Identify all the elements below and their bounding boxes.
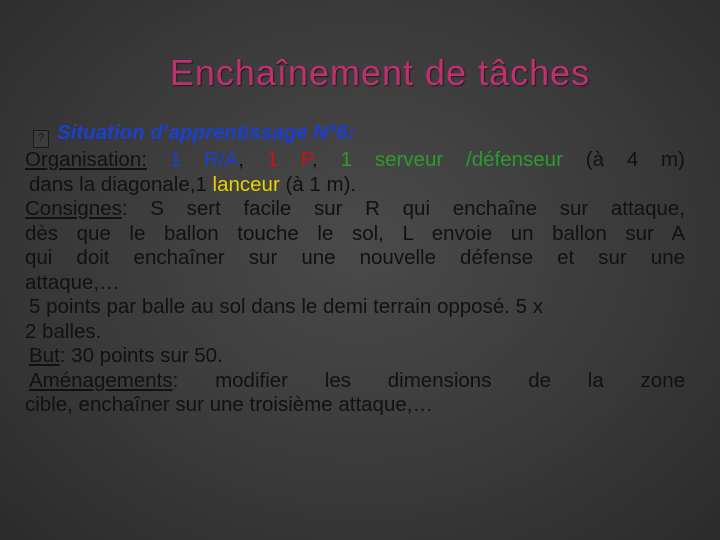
organisation-line-2: dans la diagonale,1 lanceur (à 1 m). bbox=[29, 172, 357, 196]
slide-body bbox=[25, 121, 685, 418]
organisation-ra: 1 R/A bbox=[169, 148, 239, 171]
points-line-2: 2 balles. bbox=[25, 319, 102, 343]
organisation-distance: (à 4 m) bbox=[585, 148, 685, 171]
organisation-serveur: 1 serveur /défenseur bbox=[340, 148, 563, 171]
consignes-line-1: Consignes: S sert facile sur R qui enchaîne sur attaque, bbox=[25, 197, 685, 220]
consignes-line-2: dès que le ballon touche le sol, L envoie un ballon sur A bbox=[25, 221, 685, 245]
organisation-lanceur: lanceur bbox=[212, 172, 280, 196]
heading-line bbox=[25, 121, 685, 148]
organisation-label: Organisation: bbox=[25, 148, 147, 171]
amenagements-line-2: cible, enchaîner sur une troisième attaque,… bbox=[25, 393, 433, 416]
consignes-label: Consignes bbox=[25, 197, 122, 220]
situation-heading: Situation d’apprentissage N°6: bbox=[57, 121, 355, 144]
missing-glyph-bullet-icon: ? bbox=[33, 130, 49, 148]
amenagements-label: Aménagements bbox=[29, 368, 173, 392]
slide-title: Enchaînement de tâches bbox=[169, 52, 591, 93]
but-label: But bbox=[29, 344, 60, 367]
organisation-p: 1 P bbox=[266, 148, 313, 171]
but-line: But: 30 points sur 50. bbox=[29, 344, 223, 367]
consignes-line-4: attaque,… bbox=[25, 270, 120, 294]
consignes-line-3: qui doit enchaîner sur une nouvelle défense et sur une bbox=[25, 246, 685, 269]
organisation-line-1: Organisation: 1 R/A, 1 P, 1 serveur /défenseur (à 4 m) bbox=[25, 148, 685, 171]
points-line-1: 5 points par balle au sol dans le demi terrain opposé. 5 x bbox=[29, 295, 543, 318]
amenagements-line-1: Aménagements: modifier les dimensions de la zone bbox=[29, 368, 685, 392]
